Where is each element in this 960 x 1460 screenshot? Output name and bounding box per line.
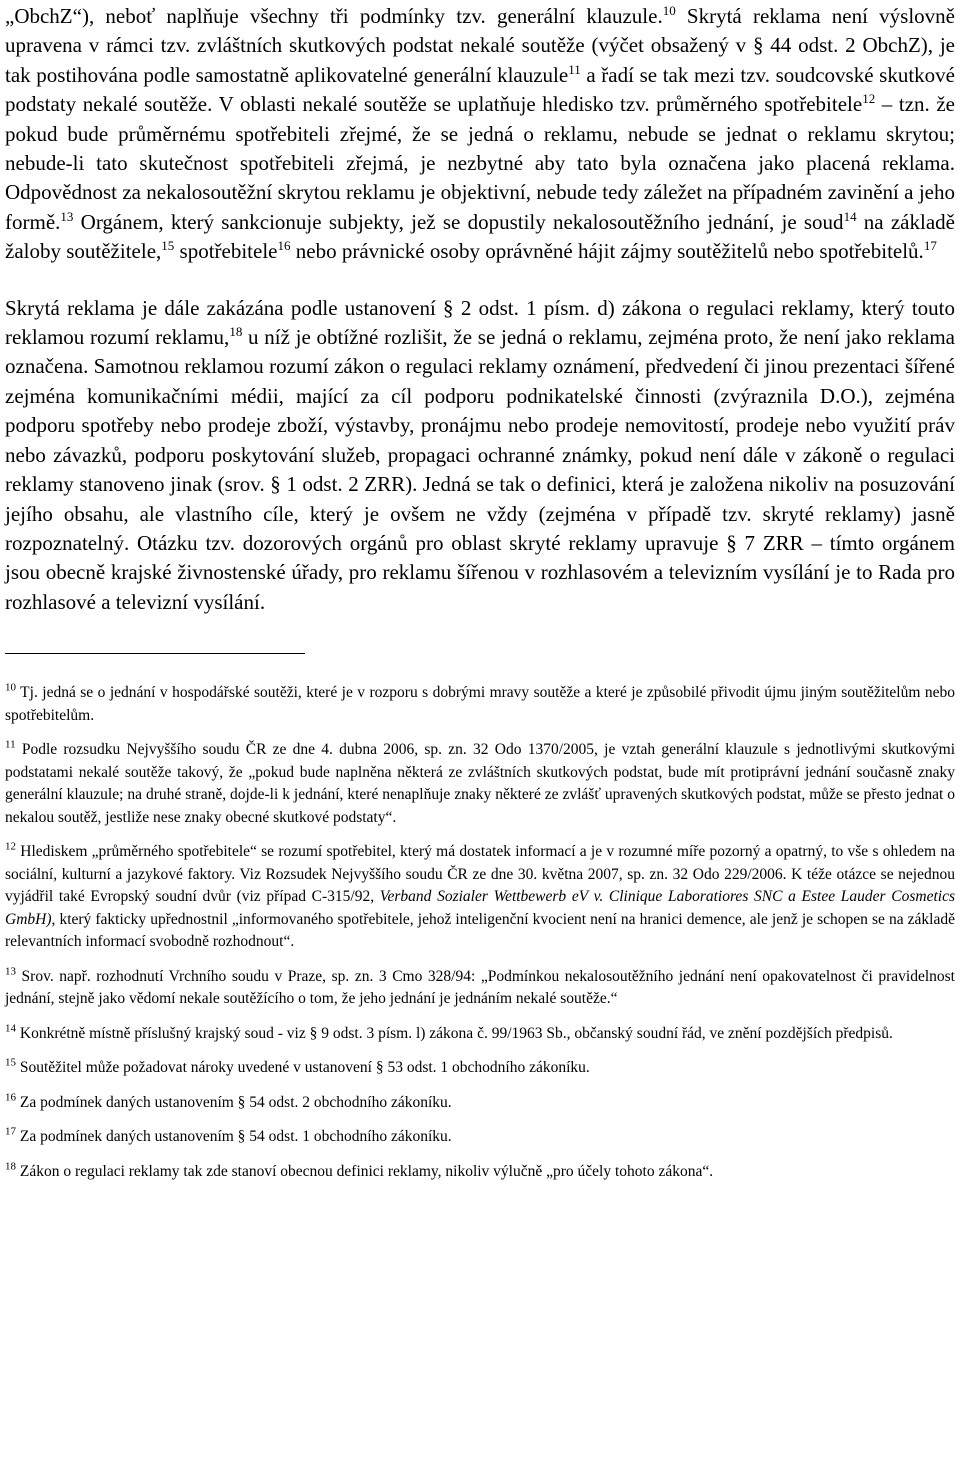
footnote-number: 17	[5, 1125, 16, 1138]
footnote-ref: 15	[161, 238, 175, 254]
text-run: na základě žaloby soutěžitele,	[5, 209, 955, 264]
footnote-13	[5, 966, 955, 1011]
footnote-16	[5, 1092, 955, 1115]
text-run: Soutěžitel může požadovat nároky uvedené v ustanovení § 53 odst. 1 obchodního zákoníku.	[16, 1059, 590, 1077]
footnote-ref: 18	[229, 324, 243, 340]
footnote-15	[5, 1057, 955, 1080]
text-run: Za podmínek daných ustanovením § 54 odst. 2 obchodního zákoníku.	[16, 1093, 452, 1111]
footnotes	[5, 682, 955, 1183]
footnote-separator	[5, 653, 305, 654]
paragraph-unfair-competition	[5, 2, 955, 267]
footnote-number: 14	[5, 1022, 16, 1035]
text-run: u níž je obtížné rozlišit, že se jedná o reklamu, zejména proto, že není jako reklama označena. Samotnou reklamou rozumí zákon o regulaci reklamy oznámení, předvedení či jinou prezentaci šířené zejména komunikačními médii, mající za cíl podporu podnikatelské činnosti (zvýraznila D.O.), zejména podporu spotřeby nebo prodeje zboží, výstavby, pronájmu nebo prodeje nemovitostí, prodeje nebo využití práv nebo závazků, podporu poskytování služeb, propagaci ochranné známky, pokud není dále v zákoně o regulaci reklamy stanoveno jinak (srov. § 1 odst. 2 ZRR). Jedná se tak o definici, která je založena nikoliv na posuzování jejího obsahu, ale vlastního cíle, který je ovšem ne vždy (zejména v případě tzv. skryté reklamy) jasně rozpoznatelný. Otázku tzv. dozorových orgánů pro oblast skryté reklamy upravuje § 7 ZRR – tímto orgánem jsou obecně krajské živnostenské úřady, pro reklamu šířenou v rozhlasovém a televizním vysílání je to Rada pro rozhlasové a televizní vysílání.	[5, 325, 956, 614]
footnote-number: 10	[5, 681, 16, 694]
footnote-ref: 17	[923, 238, 937, 254]
text-run: „ObchZ“), neboť naplňuje všechny tři podmínky tzv. generální klauzule.	[5, 4, 663, 28]
main-text	[5, 2, 955, 617]
footnote-11	[5, 739, 955, 829]
text-run: Srov. např. rozhodnutí Vrchního soudu v Praze, sp. zn. 3 Cmo 328/94: „Podmínkou nekalosoutěžního jednání není opakovatelnost či pravidelnost jednání, stejně jako vědomí nekale soutěžícího o tom, že jeho jednání je jednáním nekalé soutěže.“	[5, 967, 955, 1008]
footnote-ref: 11	[568, 61, 581, 77]
italic-text: Verband Sozialer Wettbewerb eV v. Clinique Laboratiores SNC a Estee Lauder Cosmetics GmbH)	[5, 888, 955, 928]
footnote-14	[5, 1023, 955, 1046]
text-run: – tzn. že pokud bude průměrnému spotřebiteli zřejmé, že se jedná o reklamu, nebude se jednat o reklamu skrytou; nebude-li tato skutečnost spotřebiteli zřejmá, je nezbytné aby tato byla označena jako placená reklama. Odpovědnost za nekalosoutěžní skrytou reklamu je objektivní, nebude tedy záležet na případném zavinění a jeho formě.	[5, 92, 956, 234]
footnote-ref: 14	[843, 208, 857, 224]
footnote-number: 13	[5, 965, 16, 978]
footnote-number: 18	[5, 1160, 16, 1173]
footnote-ref: 12	[862, 91, 876, 107]
text-run: Podle rozsudku Nejvyššího soudu ČR ze dne 4. dubna 2006, sp. zn. 32 Odo 1370/2005, je vztah generální klauzule s jednotlivými skutkovými podstatami nekalé soutěže takový, že „pokud bude naplněna některá ze zvláštních skutkových podstat, bude mít protiprávní jednání současně znaky generální klauzule; na druhé straně, dojde-li k jednání, které nenaplňuje znaky některé ze zvlášť upravených skutkových podstat, může se přesto jednat o nekalou soutěž, jestliže nese znaky obecné skutkové podstaty“.	[5, 741, 955, 826]
text-run: Orgánem, který sankcionuje subjekty, jež se dopustily nekalosoutěžního jednání, je soud	[73, 209, 844, 234]
footnote-18	[5, 1161, 955, 1184]
text-run: a řadí se tak mezi tzv. soudcovské skutkové podstaty nekalé soutěže. V oblasti nekalé soutěže se uplatňuje hledisko tzv. průměrného spotřebitele	[5, 62, 955, 117]
footnote-number: 11	[5, 738, 16, 751]
footnote-12	[5, 841, 955, 954]
footnote-17	[5, 1126, 955, 1149]
text-run: Tj. jedná se o jednání v hospodářské soutěži, které je v rozporu s dobrými mravy soutěže a které je způsobilé přivodit újmu jiným soutěžitelům nebo spotřebitelům.	[5, 684, 955, 724]
text-run: Skrytá reklama není výslovně upravena v rámci tzv. zvláštních skutkových podstat nekalé soutěže (výčet obsažený v § 44 odst. 2 ObchZ), je tak postihována podle samostatně aplikovatelné generální klauzule	[5, 4, 955, 87]
footnote-ref: 13	[60, 208, 74, 224]
footnote-ref: 16	[277, 238, 291, 254]
text-run: Za podmínek daných ustanovením § 54 odst. 1 obchodního zákoníku.	[16, 1128, 452, 1146]
text-run: spotřebitele	[174, 239, 278, 264]
text-run: Zákon o regulaci reklamy tak zde stanoví obecnou definici reklamy, nikoliv výlučně „pro účely tohoto zákona“.	[16, 1162, 714, 1180]
footnote-number: 16	[5, 1091, 16, 1104]
text-run: Konkrétně místně příslušný krajský soud - viz § 9 odst. 3 písm. l) zákona č. 99/1963 Sb., občanský soudní řád, ve znění pozdějších předpisů.	[16, 1024, 893, 1042]
text-run: Skrytá reklama je dále zakázána podle ustanovení § 2 odst. 1 písm. d) zákona o regulaci reklamy, který touto reklamou rozumí reklamu,	[5, 295, 955, 350]
text-run: , který fakticky upřednostnil „informovaného spotřebitele, jehož inteligenční kvocient není na hranici demence, ale jenž je schopen se na základě relevantních informací svobodně rozhodnout“.	[5, 910, 955, 951]
footnote-10	[5, 682, 955, 727]
footnote-ref: 10	[662, 2, 676, 18]
paragraph-advertising-regulation	[5, 294, 955, 617]
footnote-number: 12	[5, 840, 16, 853]
text-run: nebo právnické osoby oprávněné hájit zájmy soutěžitelů nebo spotřebitelů.	[290, 239, 924, 264]
footnote-number: 15	[5, 1056, 16, 1069]
text-run: Hlediskem „průměrného spotřebitele“ se rozumí spotřebitel, který má dostatek informací a je v rozumné míře pozorný a opatrný, to vše s ohledem na sociální, kulturní a jazykové faktory. Viz Rozsudek Nejvyššího soudu ČR ze dne 30. května 2007, sp. zn. 32 Odo 229/2006. K téže otázce se nejednou vyjádřil také Evropský soudní dvůr (viz případ C-315/92,	[5, 843, 955, 906]
